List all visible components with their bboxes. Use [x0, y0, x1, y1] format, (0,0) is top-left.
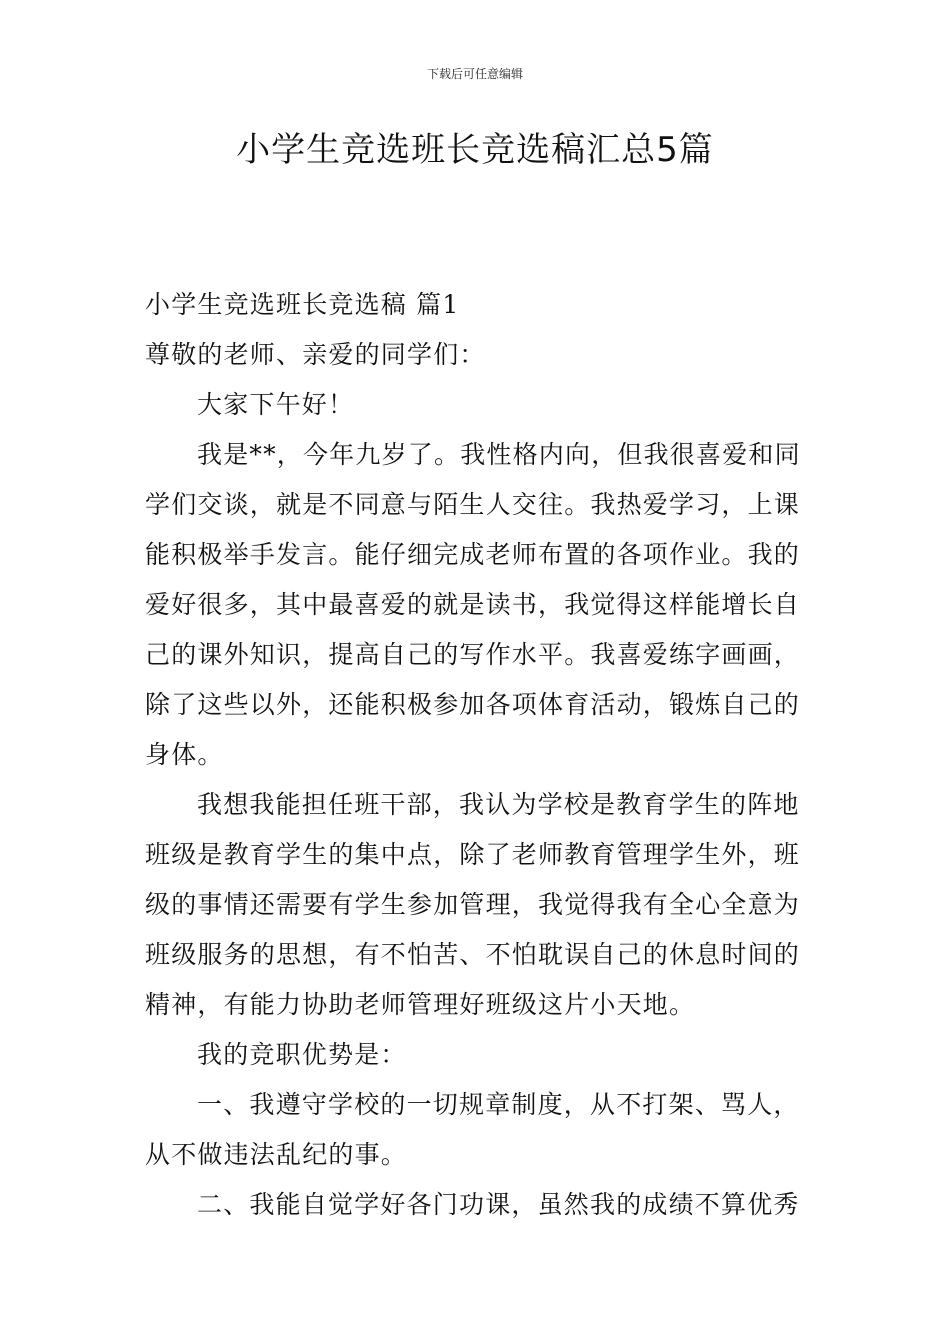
paragraph-intro: 我是**，今年九岁了。我性格内向，但我很喜爱和同学们交谈，就是不同意与陌生人交往。我热爱学习，上课能积极举手发言。能仔细完成老师布置的各项作业。我的爱好很多，其中最喜爱的就是读书，我觉得这样能增长自己的课外知识，提高自己的写作水平。我喜爱练字画画，除了这些以外，还能积极参加各项体育活动，锻炼自己的身体。 [145, 440, 801, 769]
document-title: 小学生竞选班长竞选稿汇总5篇 [236, 130, 714, 170]
section-heading: 小学生竞选班长竞选稿 篇1 [145, 290, 460, 319]
salutation: 尊敬的老师、亲爱的同学们： [145, 340, 486, 369]
header-note: 下载后可任意编辑 [426, 67, 523, 81]
paragraph-motivation: 我想我能担任班干部，我认为学校是教育学生的阵地班级是教育学生的集中点，除了老师教育管理学生外，班级的事情还需要有学生参加管理，我觉得我有全心全意为班级服务的思想，有不怕苦、不怕耽误自己的休息时间的精神，有能力协助老师管理好班级这片小天地。 [145, 790, 801, 1019]
paragraph-advantage-1: 一、我遵守学校的一切规章制度，从不打架、骂人，从不做违法乱纪的事。 [145, 1090, 800, 1169]
paragraph-advantages-heading: 我的竞职优势是： [197, 1040, 407, 1069]
paragraph-advantage-2: 二、我能自觉学好各门功课，虽然我的成绩不算优秀 [197, 1190, 800, 1219]
document-body [145, 280, 810, 1230]
greeting: 大家下午好！ [197, 390, 355, 419]
